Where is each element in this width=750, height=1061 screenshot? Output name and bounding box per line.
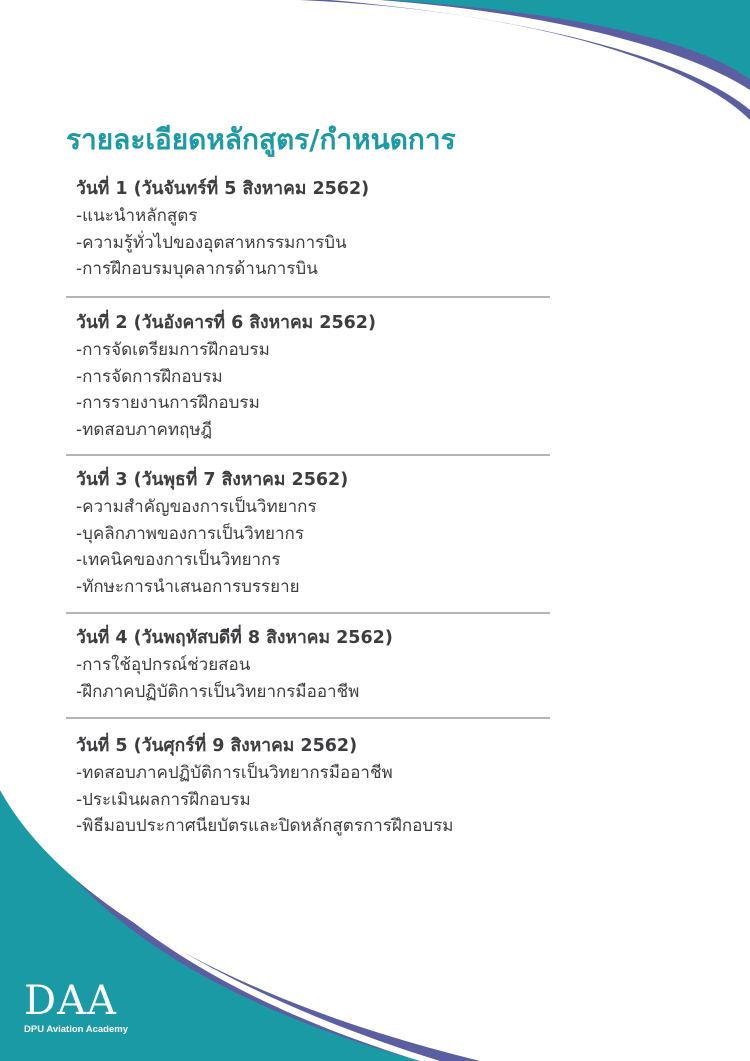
list-item: -ทดสอบภาคทฤษฎี <box>76 419 212 440</box>
day-heading: วันที่ 2 (วันอังคารที่ 6 สิงหาคม 2562) <box>76 313 376 333</box>
day-4-items <box>76 652 550 705</box>
list-item: -พิธีมอบประกาศนียบัตรและปิดหลักสูตรการฝึกอบรม <box>76 816 454 836</box>
list-item: -การจัดการฝึกอบรม <box>76 366 223 387</box>
list-item: -เทคนิคของการเป็นวิทยากร <box>76 550 281 570</box>
logo-subtitle: DPU Aviation Academy <box>24 1024 128 1035</box>
section-divider <box>66 454 550 456</box>
list-item: -การใช้อุปกรณ์ช่วยสอน <box>76 655 251 675</box>
day-heading: วันที่ 3 (วันพุธที่ 7 สิงหาคม 2562) <box>76 470 349 490</box>
day-1-section <box>76 176 550 283</box>
day-2-section <box>76 310 550 443</box>
list-item: -การรายงานการฝึกอบรม <box>76 393 260 413</box>
section-divider <box>66 296 550 298</box>
list-item: -การฝึกอบรมบุคลากรด้านการบิน <box>76 259 318 279</box>
daa-logo <box>24 980 128 1035</box>
day-1-items <box>76 203 550 283</box>
section-divider <box>66 717 550 719</box>
day-heading: วันที่ 4 (วันพฤหัสบดีที่ 8 สิงหาคม 2562) <box>76 628 393 648</box>
section-divider <box>66 612 550 614</box>
day-5-items <box>76 760 550 840</box>
list-item: -ประเมินผลการฝึกอบรม <box>76 789 251 810</box>
logo-mark: DAA <box>24 978 117 1024</box>
list-item: -บุคลิกภาพของการเป็นวิทยากร <box>76 523 304 544</box>
day-heading: วันที่ 1 (วันจันทร์ที่ 5 สิงหาคม 2562) <box>76 179 370 199</box>
list-item: -ทดสอบภาคปฏิบัติการเป็นวิทยากรมืออาชีพ <box>76 763 393 783</box>
page-title: รายละเอียดหลักสูตร/กำหนดการ <box>66 123 456 156</box>
day-3-items <box>76 494 550 600</box>
day-heading: วันที่ 5 (วันศุกร์ที่ 9 สิงหาคม 2562) <box>76 736 358 756</box>
list-item: -การจัดเตรียมการฝึกอบรม <box>76 340 270 360</box>
day-2-items <box>76 337 550 443</box>
day-4-section <box>76 625 550 705</box>
day-5-section <box>76 733 550 840</box>
list-item: -แนะนำหลักสูตร <box>76 206 198 226</box>
list-item: -ความรู้ทั่วไปของอุตสาหกรรมการบิน <box>76 232 347 253</box>
day-3-section <box>76 467 550 600</box>
list-item: -ทักษะการนำเสนอการบรรยาย <box>76 576 300 597</box>
list-item: -ความสำคัญของการเป็นวิทยากร <box>76 497 317 517</box>
list-item: -ฝึกภาคปฏิบัติการเป็นวิทยากรมืออาชีพ <box>76 681 360 702</box>
